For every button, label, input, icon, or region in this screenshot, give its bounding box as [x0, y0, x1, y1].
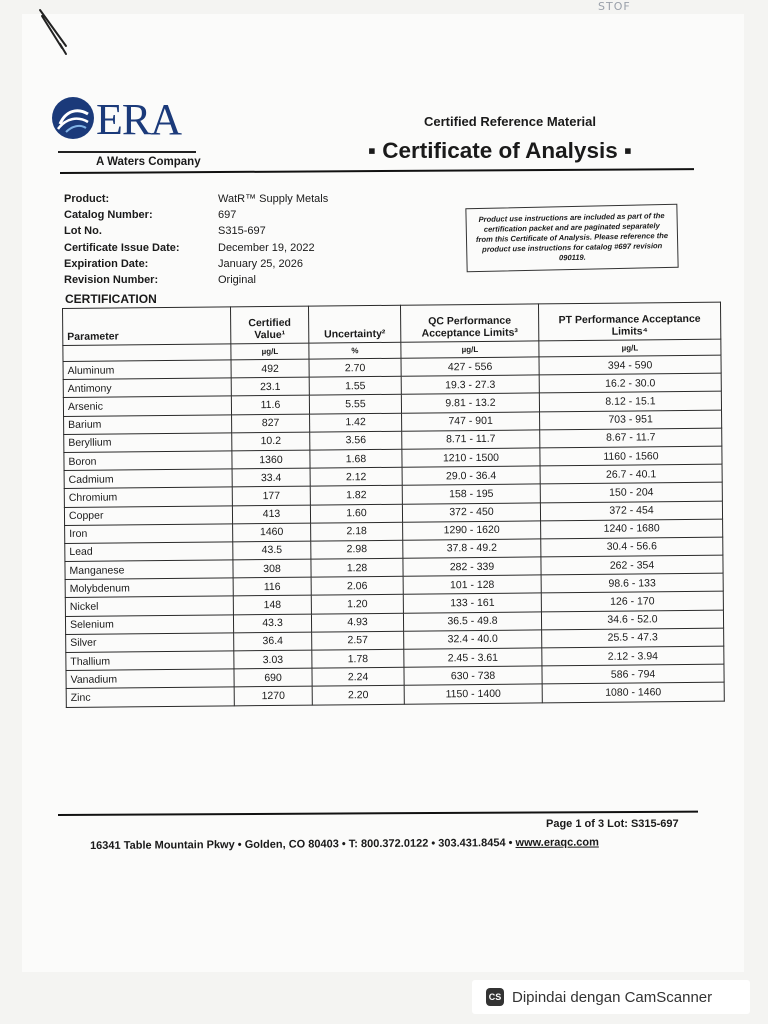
cell-certified-value: 492 [231, 359, 309, 378]
cell-qc-limits: 8.71 - 11.7 [402, 430, 540, 450]
info-label: Lot No. [64, 225, 102, 238]
cell-parameter: Arsenic [63, 396, 231, 416]
col-header-qc: QC Performance Acceptance Limits³ [400, 304, 538, 342]
cell-uncertainty: 3.56 [310, 431, 402, 450]
cell-certified-value: 36.4 [234, 632, 312, 651]
cell-certified-value: 690 [234, 668, 312, 687]
website-link[interactable]: www.eraqc.com [515, 836, 599, 850]
cell-parameter: Nickel [65, 596, 233, 616]
cell-certified-value: 3.03 [234, 650, 312, 669]
cell-parameter: Chromium [64, 487, 232, 507]
cell-certified-value: 413 [232, 505, 310, 524]
info-label: Certificate Issue Date: [64, 241, 180, 254]
cell-pt-limits: 30.4 - 56.6 [541, 537, 723, 557]
cell-qc-limits: 372 - 450 [402, 502, 540, 522]
logo-divider [58, 151, 196, 153]
cell-parameter: Barium [64, 414, 232, 434]
cell-certified-value: 308 [233, 559, 311, 578]
cell-qc-limits: 19.3 - 27.3 [401, 375, 539, 395]
pen-mark [36, 8, 76, 56]
cell-uncertainty: 1.78 [312, 649, 404, 668]
cell-certified-value: 33.4 [232, 468, 310, 487]
cell-parameter: Boron [64, 451, 232, 471]
cell-qc-limits: 2.45 - 3.61 [404, 648, 542, 668]
info-label: Catalog Number: [64, 209, 153, 222]
cell-certified-value: 177 [232, 486, 310, 505]
cell-uncertainty: 2.57 [312, 631, 404, 650]
cell-parameter: Cadmium [64, 469, 232, 489]
cell-uncertainty: 2.70 [309, 358, 401, 377]
certification-table [62, 302, 724, 708]
brand-name: ERA [96, 95, 181, 144]
cell-parameter: Silver [66, 633, 234, 653]
cell-parameter: Copper [64, 505, 232, 525]
brand-tagline: A Waters Company [96, 156, 201, 168]
cell-parameter: Lead [65, 542, 233, 562]
cell-qc-limits: 133 - 161 [403, 593, 541, 613]
info-value: 697 [218, 209, 237, 222]
unit-certified: µg/L [231, 343, 309, 360]
cell-uncertainty: 2.12 [310, 467, 402, 486]
cell-qc-limits: 282 - 339 [403, 557, 541, 577]
cell-qc-limits: 36.5 - 49.8 [403, 612, 541, 632]
cell-certified-value: 1270 [234, 686, 312, 705]
cell-certified-value: 148 [233, 596, 311, 615]
cell-pt-limits: 34.6 - 52.0 [541, 610, 723, 630]
cell-certified-value: 10.2 [232, 432, 310, 451]
cell-parameter: Antimony [63, 378, 231, 398]
margin-note: STOF [598, 0, 631, 13]
cell-parameter: Selenium [65, 614, 233, 634]
page-lot-info: Page 1 of 3 Lot: S315-697 [546, 818, 679, 830]
cell-certified-value: 11.6 [231, 396, 309, 415]
info-value: Original [218, 274, 256, 287]
cell-certified-value: 827 [232, 414, 310, 433]
camscanner-label: Dipindai dengan CamScanner [512, 988, 713, 1006]
info-row-expiration [64, 256, 328, 272]
unit-pt: µg/L [539, 339, 721, 357]
page-title: ▪ Certificate of Analysis ▪ [368, 138, 632, 163]
col-header-uncertainty: Uncertainty² [308, 305, 400, 343]
cell-certified-value: 43.5 [233, 541, 311, 560]
cell-parameter: Beryllium [64, 433, 232, 453]
cell-pt-limits: 2.12 - 3.94 [542, 646, 724, 666]
cell-qc-limits: 1150 - 1400 [404, 684, 542, 704]
cell-qc-limits: 747 - 901 [402, 411, 540, 431]
cell-qc-limits: 9.81 - 13.2 [401, 393, 539, 413]
col-header-parameter: Parameter [63, 307, 231, 346]
col-header-certified: Certified Value¹ [230, 306, 308, 344]
cell-pt-limits: 126 - 170 [541, 592, 723, 612]
cell-pt-limits: 394 - 590 [539, 355, 721, 375]
info-value: S315-697 [218, 225, 266, 238]
cell-qc-limits: 29.0 - 36.4 [402, 466, 540, 486]
cell-uncertainty: 1.82 [310, 486, 402, 505]
cell-uncertainty: 1.68 [310, 449, 402, 468]
cell-parameter: Vanadium [66, 669, 234, 689]
cell-pt-limits: 25.5 - 47.3 [542, 628, 724, 648]
cell-pt-limits: 150 - 204 [540, 482, 722, 502]
address-text: 16341 Table Mountain Pkwy • Golden, CO 80403 • T: 800.372.0122 • 303.431.8454 • [90, 837, 513, 852]
cell-certified-value: 116 [233, 577, 311, 596]
cell-parameter: Zinc [66, 687, 234, 707]
camscanner-badge [472, 980, 750, 1014]
cell-qc-limits: 37.8 - 49.2 [403, 539, 541, 559]
cell-qc-limits: 1290 - 1620 [403, 521, 541, 541]
cell-certified-value: 43.3 [233, 614, 311, 633]
cell-parameter: Iron [65, 524, 233, 544]
section-title: CERTIFICATION [65, 292, 157, 306]
cell-qc-limits: 427 - 556 [401, 357, 539, 377]
cell-pt-limits: 372 - 454 [540, 501, 722, 521]
cell-parameter: Aluminum [63, 360, 231, 380]
cell-uncertainty: 1.20 [311, 595, 403, 614]
cell-certified-value: 1360 [232, 450, 310, 469]
cell-pt-limits: 1080 - 1460 [542, 683, 724, 703]
cell-qc-limits: 630 - 738 [404, 666, 542, 686]
cell-uncertainty: 2.06 [311, 576, 403, 595]
cell-qc-limits: 158 - 195 [402, 484, 540, 504]
info-label: Product: [64, 193, 110, 206]
cell-pt-limits: 8.67 - 11.7 [540, 428, 722, 448]
cell-pt-limits: 703 - 951 [540, 410, 722, 430]
cell-uncertainty: 4.93 [311, 613, 403, 632]
cell-uncertainty: 5.55 [309, 395, 401, 414]
cell-pt-limits: 1240 - 1680 [541, 519, 723, 539]
cell-parameter: Manganese [65, 560, 233, 580]
cell-pt-limits: 26.7 - 40.1 [540, 464, 722, 484]
cell-qc-limits: 32.4 - 40.0 [404, 630, 542, 650]
cell-pt-limits: 98.6 - 133 [541, 573, 723, 593]
cell-uncertainty: 1.28 [311, 558, 403, 577]
info-label: Revision Number: [64, 274, 159, 287]
unit-qc: µg/L [401, 341, 539, 358]
cell-certified-value: 1460 [233, 523, 311, 542]
info-row-lot [64, 223, 328, 239]
document-type: Certified Reference Material [424, 114, 596, 129]
cell-pt-limits: 586 - 794 [542, 664, 724, 684]
cell-uncertainty: 2.98 [311, 540, 403, 559]
info-value: December 19, 2022 [218, 241, 315, 254]
info-row-product [64, 191, 328, 207]
cell-qc-limits: 1210 - 1500 [402, 448, 540, 468]
info-value: January 25, 2026 [218, 257, 304, 270]
info-row-catalog [64, 207, 328, 223]
unit-uncertainty: % [309, 342, 401, 359]
product-info [64, 191, 328, 288]
cell-uncertainty: 1.42 [310, 413, 402, 432]
cell-uncertainty: 2.20 [312, 686, 404, 705]
cell-certified-value: 23.1 [231, 377, 309, 396]
col-header-pt: PT Performance Acceptance Limits⁴ [538, 302, 720, 341]
instructions-note: Product use instructions are included as part of the certification packet and are paginated separately from this Certificate of Analysis. Please reference the product use instructions for catalog #697 revision 090119. [465, 204, 678, 272]
cell-qc-limits: 101 - 128 [403, 575, 541, 595]
cell-pt-limits: 8.12 - 15.1 [539, 392, 721, 412]
cell-uncertainty: 1.55 [309, 376, 401, 395]
info-value: WatR™ Supply Metals [218, 193, 329, 206]
cell-uncertainty: 2.18 [311, 522, 403, 541]
info-row-issue-date [64, 240, 328, 256]
cell-parameter: Thallium [66, 651, 234, 671]
cell-uncertainty: 2.24 [312, 667, 404, 686]
cell-pt-limits: 16.2 - 30.0 [539, 373, 721, 393]
cell-uncertainty: 1.60 [310, 504, 402, 523]
info-row-revision [64, 272, 328, 288]
cell-parameter: Molybdenum [65, 578, 233, 598]
camscanner-icon: CS [486, 988, 504, 1006]
cell-pt-limits: 262 - 354 [541, 555, 723, 575]
cell-pt-limits: 1160 - 1560 [540, 446, 722, 466]
unit-cell-empty [63, 344, 231, 362]
info-label: Expiration Date: [64, 257, 149, 270]
